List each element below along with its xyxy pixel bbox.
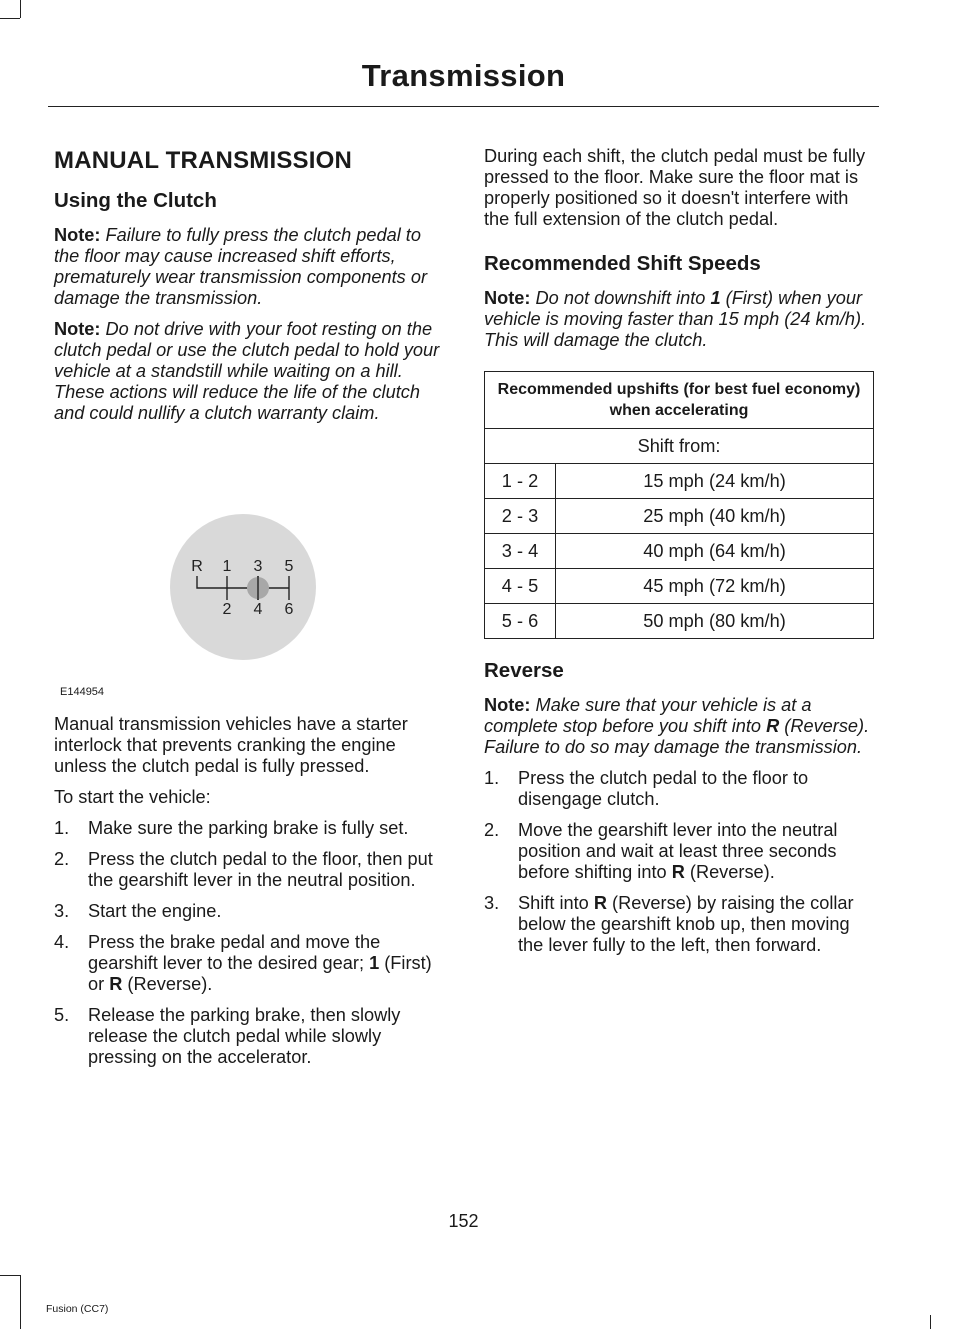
list-item: 3. Shift into R (Reverse) by raising the collar below the gearshift knob up, then moving the lever fully to the left, then forward. bbox=[484, 893, 854, 955]
page-number: 152 bbox=[448, 1211, 479, 1231]
list-item: 1. Make sure the parking brake is fully set. bbox=[54, 818, 409, 838]
note-reverse bbox=[484, 695, 874, 758]
table-cell-gear: 2 - 3 bbox=[485, 499, 556, 534]
table-cell-speed: 25 mph (40 km/h) bbox=[556, 499, 874, 534]
table-cell-speed: 45 mph (72 km/h) bbox=[556, 569, 874, 604]
note-text: Failure to fully press the clutch pedal to the floor may cause increased shift efforts, prematurely wear transmission components or damage the transmission. bbox=[54, 225, 427, 308]
table-row bbox=[485, 569, 874, 604]
start-label: To start the vehicle: bbox=[54, 787, 211, 807]
list-item: 2. Press the clutch pedal to the floor, then put the gearshift lever in the neutral position. bbox=[54, 849, 433, 890]
list-item: 2. Move the gearshift lever into the neutral position and wait at least three seconds before shifting into R (Reverse). bbox=[484, 820, 838, 882]
right-column bbox=[484, 146, 874, 966]
crop-mark bbox=[930, 1315, 931, 1329]
note-foot-resting bbox=[54, 319, 446, 424]
crop-mark bbox=[0, 18, 20, 19]
shift-pattern-diagram bbox=[54, 434, 446, 714]
note-label: Note: bbox=[484, 695, 531, 715]
reverse-steps-list bbox=[484, 768, 874, 956]
table-row bbox=[485, 604, 874, 639]
footer-model: Fusion (CC7) bbox=[46, 1303, 109, 1315]
table-header: Recommended upshifts (for best fuel economy) when accelerating bbox=[485, 372, 874, 429]
table-row bbox=[485, 464, 874, 499]
page-title: Transmission bbox=[361, 58, 566, 93]
title-divider bbox=[48, 106, 879, 107]
table-row bbox=[485, 499, 874, 534]
subsection-heading: Using the Clutch bbox=[54, 189, 217, 212]
gear-label-r: R bbox=[191, 558, 203, 575]
shift-speeds-table bbox=[484, 371, 874, 639]
intro-paragraph: Manual transmission vehicles have a starter interlock that prevents cranking the engine unless the clutch pedal is fully pressed. bbox=[54, 714, 408, 776]
gear-label-6: 6 bbox=[284, 601, 294, 618]
gear-label-3: 3 bbox=[253, 558, 263, 575]
note-text: Do not drive with your foot resting on the clutch pedal or use the clutch pedal to hold your vehicle at a standstill while waiting on a hill. These actions will reduce the life of the clutch and could nullify a clutch warranty claim. bbox=[54, 319, 440, 423]
crop-mark bbox=[0, 1275, 20, 1276]
image-code: E144954 bbox=[60, 686, 105, 698]
list-item: 3. Start the engine. bbox=[54, 901, 222, 921]
crop-mark bbox=[20, 0, 21, 18]
list-item: 1. Press the clutch pedal to the floor to disengage clutch. bbox=[484, 768, 809, 809]
start-steps-list bbox=[54, 818, 446, 1068]
crop-mark bbox=[20, 1275, 21, 1329]
table-cell-gear: 1 - 2 bbox=[485, 464, 556, 499]
note-clutch-press bbox=[54, 225, 446, 309]
subsection-heading: Reverse bbox=[484, 659, 564, 682]
table-cell-gear: 3 - 4 bbox=[485, 534, 556, 569]
gear-label-5: 5 bbox=[284, 558, 294, 575]
note-text: Make sure that your vehicle is at a complete stop before you shift into R (Reverse). Failure to do so may damage the transmission. bbox=[484, 695, 870, 757]
shift-pattern-graphic bbox=[54, 434, 446, 714]
list-item: 4. Press the brake pedal and move the gearshift lever to the desired gear; 1 (First) or R (Reverse). bbox=[54, 932, 432, 994]
gear-label-4: 4 bbox=[253, 601, 263, 618]
section-heading: MANUAL TRANSMISSION bbox=[54, 147, 353, 174]
note-label: Note: bbox=[484, 288, 531, 308]
table-cell-speed: 15 mph (24 km/h) bbox=[556, 464, 874, 499]
clutch-shift-paragraph: During each shift, the clutch pedal must be fully pressed to the floor. Make sure the floor mat is properly positioned so it doesn't interfere with the full extension of the clutch pedal. bbox=[484, 146, 866, 229]
table-cell-gear: 5 - 6 bbox=[485, 604, 556, 639]
note-text: Do not downshift into 1 (First) when your vehicle is moving faster than 15 mph (24 km/h). This will damage the clutch. bbox=[484, 288, 867, 350]
gear-label-2: 2 bbox=[222, 601, 232, 618]
note-label: Note: bbox=[54, 319, 101, 339]
note-label: Note: bbox=[54, 225, 101, 245]
table-cell-gear: 4 - 5 bbox=[485, 569, 556, 604]
list-item: 5. Release the parking brake, then slowly release the clutch pedal while slowly pressing on the accelerator. bbox=[54, 1005, 401, 1067]
left-column bbox=[54, 143, 446, 1078]
subsection-heading: Recommended Shift Speeds bbox=[484, 252, 761, 275]
table-cell-speed: 50 mph (80 km/h) bbox=[556, 604, 874, 639]
gearshift-knob-circle bbox=[170, 514, 316, 660]
table-cell-speed: 40 mph (64 km/h) bbox=[556, 534, 874, 569]
table-subheader: Shift from: bbox=[485, 429, 874, 464]
gear-label-1: 1 bbox=[222, 558, 232, 575]
note-downshift bbox=[484, 288, 874, 351]
table-row bbox=[485, 534, 874, 569]
